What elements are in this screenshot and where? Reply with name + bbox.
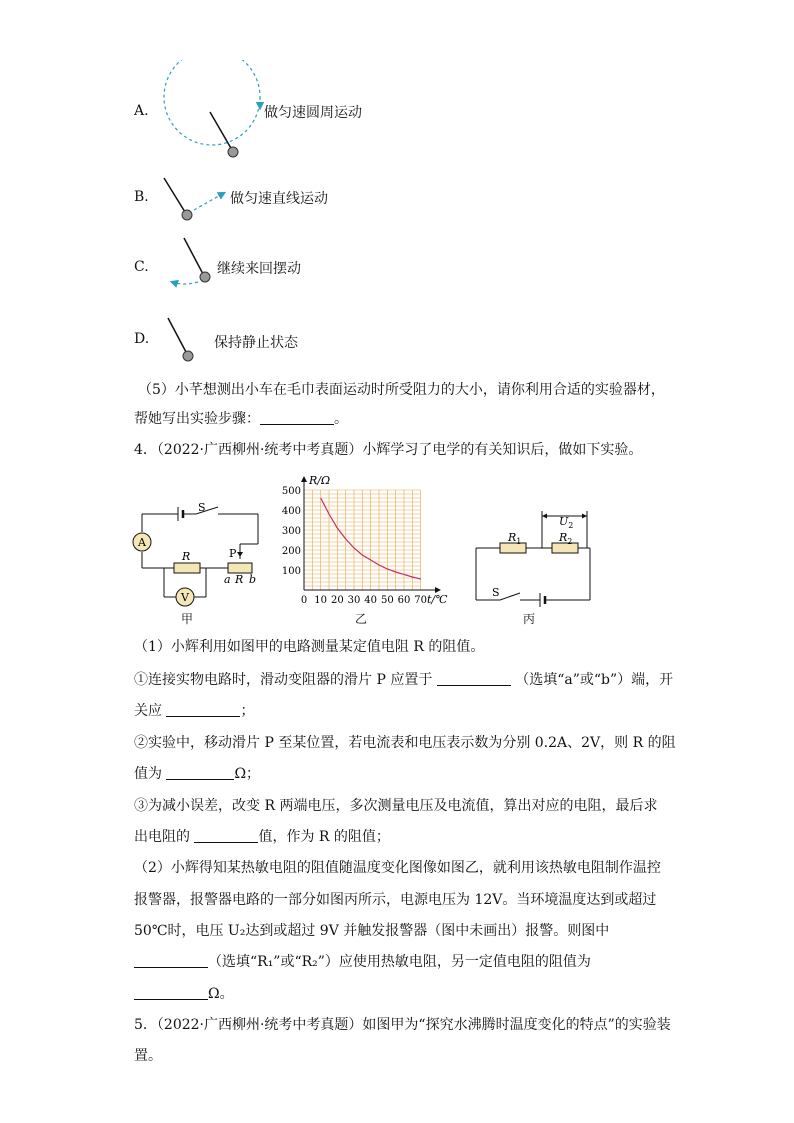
answer-blank[interactable] [437, 671, 511, 686]
option-c-text: 继续来回摆动 [217, 261, 301, 277]
answer-blank[interactable] [260, 410, 334, 425]
resistor-r [174, 563, 200, 573]
q4-part2-line2: 报警器，报警器电路的一部分如图丙所示，电源电压为 12V。当环境温度达到或超过 [134, 892, 657, 908]
voltmeter-label: V [181, 591, 189, 604]
q4-part1-q2-line2: 值为 Ω； [134, 766, 261, 782]
slider-arrow-icon [237, 552, 243, 557]
chart-x-tick-label: 30 [347, 595, 361, 606]
chart-x-tick-label: 10 [314, 595, 328, 606]
r2-label: $R_2$ [559, 531, 573, 546]
rheostat [228, 563, 252, 573]
rheostat-a-label: a [224, 573, 231, 586]
q4-part2-line1: （2）小辉得知某热敏电阻的阻值随温度变化图像如图乙，就利用该热敏电阻制作温控 [134, 860, 661, 876]
option-b-text: 做匀速直线运动 [230, 191, 328, 207]
answer-blank[interactable] [134, 985, 208, 1000]
switch-label-bing: S [492, 586, 500, 599]
q3-part5-line2: 帮她写出实验步骤： 。 [134, 411, 348, 427]
chart-y-tick-label: 100 [281, 566, 301, 577]
q4-part1-q3-line2: 出电阻的 值，作为 R 的阻值； [134, 829, 390, 845]
slider-label: P [229, 547, 237, 560]
pendulum-string-d [168, 318, 186, 352]
q4-part1-intro: （1）小辉利用如图甲的电路测量某定值电阻 R 的阻值。 [134, 639, 485, 655]
q4-part1-q3-line1: ③为减小误差，改变 R 两端电压，多次测量电压及电流值，算出对应的电阻，最后求 [134, 798, 658, 814]
bracket-arrow-right-icon [582, 514, 587, 519]
chart-y-tick-label: 300 [281, 526, 301, 537]
swing-arrow-icon [172, 282, 198, 284]
q4-part1-q1-line2: 关应 ； [134, 703, 255, 719]
option-a-letter: A. [134, 103, 149, 119]
figure-caption-jia: 甲 [181, 612, 194, 626]
q3-part5-line1: （5）小芊想测出小车在毛巾表面运动时所受阻力的大小，请你利用合适的实验器材， [138, 382, 665, 398]
chart-axes [301, 476, 441, 593]
switch-lever-bing [500, 593, 520, 600]
chart-y-tick-label: 500 [281, 486, 301, 497]
chart-x-tick-label: 50 [380, 595, 394, 606]
q4-part2-line5: Ω。 [134, 984, 234, 1004]
pendulum-string-c [184, 238, 203, 274]
option-a-text: 做匀速圆周运动 [264, 105, 362, 121]
chart-y-axis-arrow-icon [301, 476, 307, 482]
answer-blank[interactable] [166, 702, 240, 717]
q5-header-line2: 置。 [134, 1048, 162, 1064]
option-d-text: 保持静止状态 [214, 335, 298, 351]
figure-caption-yi: 乙 [355, 612, 368, 626]
chart-y-tick-label: 200 [281, 546, 301, 557]
resistor-r2 [552, 543, 578, 553]
pendulum-ball-a [228, 147, 238, 157]
q4-header: 4．（2022·广西柳州·统考中考真题）小辉学习了电学的有关知识后，做如下实验。 [134, 442, 643, 458]
q4-part2-line4: （选填“R₁”或“R₂”）应使用热敏电阻，另一定值电阻的阻值为 [134, 952, 591, 972]
r1-label: $R_1$ [508, 531, 522, 546]
rheostat-r-label: R [235, 573, 244, 586]
option-c-letter: C. [134, 259, 149, 275]
bracket-arrow-left-icon [542, 514, 547, 519]
rheostat-b-label: b [249, 573, 257, 586]
chart-x-tick-label: 70 [414, 595, 428, 606]
pendulum-string-b [164, 178, 185, 212]
circuit-diagram-bing [470, 508, 600, 608]
switch-label: S [198, 501, 206, 514]
pendulum-ball-c [200, 272, 210, 282]
straight-arrow-icon [194, 193, 224, 210]
figure-caption-bing: 丙 [523, 612, 536, 626]
answer-blank[interactable] [194, 828, 258, 843]
option-d-letter: D. [134, 331, 150, 347]
chart-grid [304, 490, 421, 590]
resistor-label: R [182, 550, 191, 563]
resistance-temperature-chart [276, 472, 466, 612]
chart-x-tick-label: 40 [364, 595, 378, 606]
q5-header-line1: 5．（2022·广西柳州·统考中考真题）如图甲为“探究水沸腾时温度变化的特点”的实验装 [134, 1017, 671, 1033]
answer-blank[interactable] [166, 765, 234, 780]
option-b-letter: B. [134, 189, 149, 205]
q4-part1-q2-line1: ②实验中，移动滑片 P 至某位置，若电流表和电压表示数为分别 0.2A、2V，则 R 的阻 [134, 735, 676, 751]
chart-y-axis-label: R/Ω [309, 474, 331, 487]
pendulum-ball-d [183, 351, 193, 361]
chart-x-tick-label: 0 [300, 595, 308, 606]
chart-x-tick-label: 20 [330, 595, 344, 606]
pendulum-ball-b [182, 210, 192, 220]
chart-y-tick-label: 400 [281, 506, 301, 517]
ammeter-label: A [138, 536, 146, 549]
answer-blank[interactable] [134, 953, 208, 968]
u2-label: $U_2$ [559, 515, 574, 530]
q4-part1-q1-line1: ①连接实物电路时，滑动变阻器的滑片 P 应置于 （选填“a”或“b”）端，开 [134, 672, 674, 688]
circuit-diagram-jia [128, 494, 268, 624]
chart-x-axis-label: t/℃ [427, 593, 448, 606]
resistor-r1 [500, 543, 526, 553]
q4-part2-line3: 50℃时，电压 U₂达到或超过 9V 并触发报警器（图中未画出）报警。则图中 [134, 923, 610, 939]
chart-x-tick-label: 60 [397, 595, 411, 606]
dashed-circle-path [164, 60, 260, 145]
